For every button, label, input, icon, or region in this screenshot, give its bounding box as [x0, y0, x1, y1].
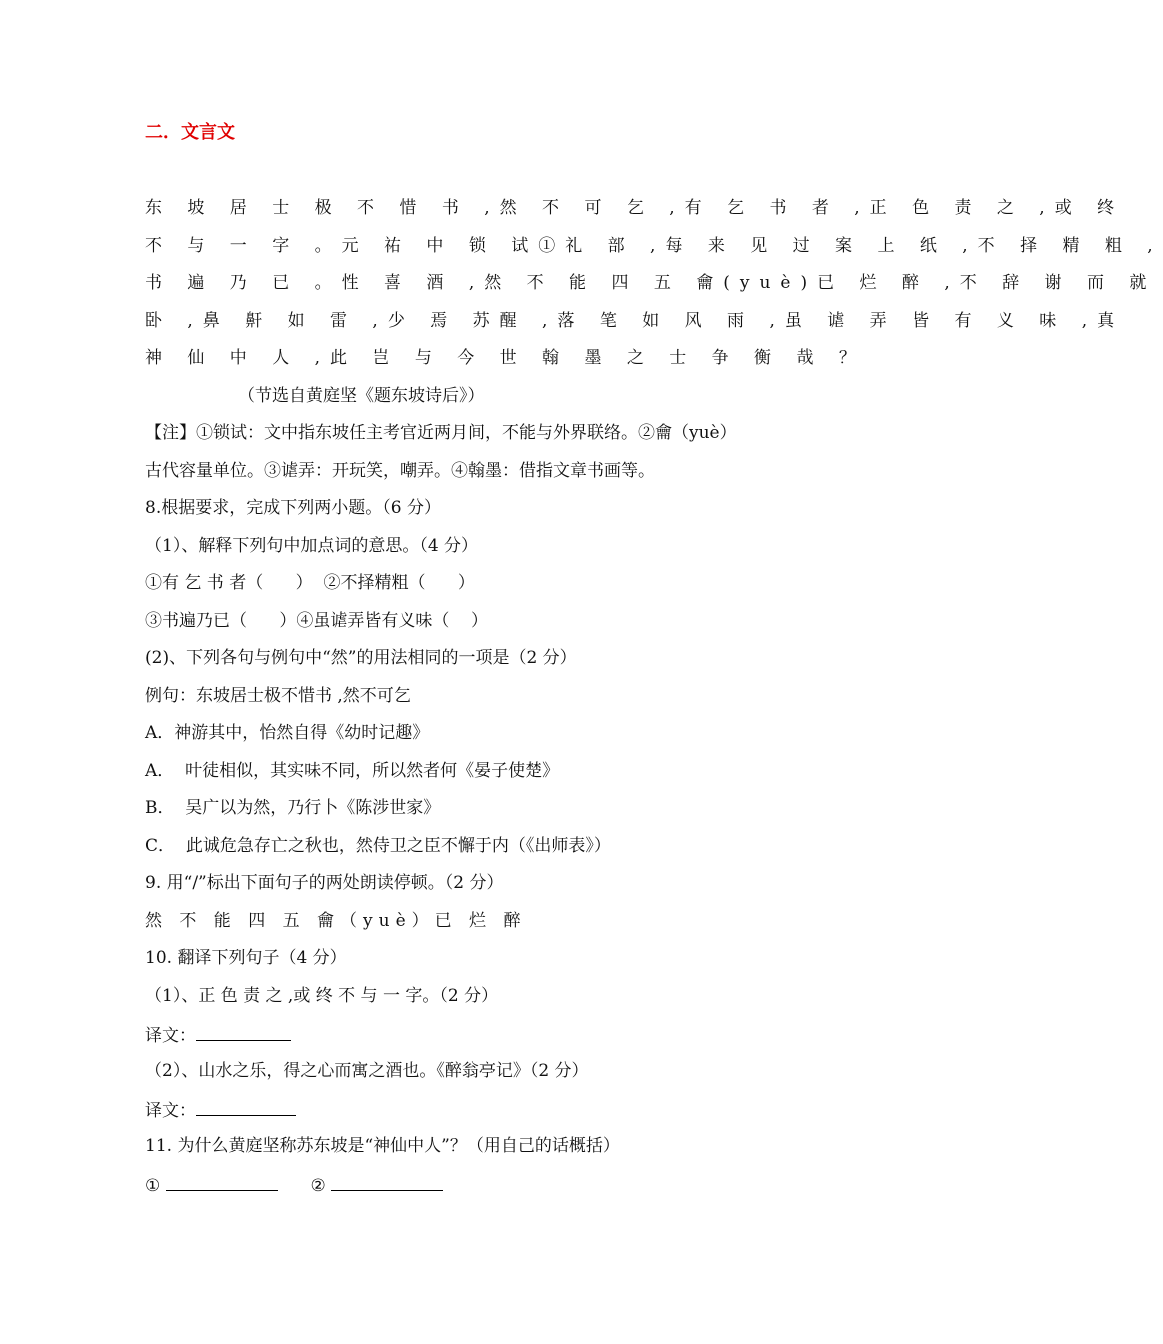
q10-answer-blank-1[interactable]: [196, 1022, 291, 1041]
q8-sub2: (2)、下列各句与例句中“然”的用法相同的一项是（2 分）: [145, 648, 577, 668]
q11-mark-2: ②: [310, 1176, 326, 1196]
q11-title: 11. 为什么黄庭坚称苏东坡是“神仙中人”？（用自己的话概括）: [145, 1136, 620, 1156]
q8-items-row1: ①有 乞 书 者（ ） ②不择精粗（ ）: [145, 573, 475, 593]
passage-line-3: 书 遍 乃 已 。性 喜 酒 ,然 不 能 四 五 龠(yuè)已 烂 醉 ,不 辞 谢 而 就: [145, 273, 1157, 293]
q11-answers: [145, 1172, 443, 1197]
q8-option-4: C． 此诚危急存亡之秋也，然侍卫之臣不懈于内（《出师表》）: [145, 836, 611, 856]
q8-option-3: B． 吴广以为然，乃行卜《陈涉世家》: [145, 798, 441, 818]
q8-example: 例句：东坡居士极不惜书 ,然不可乞: [145, 686, 411, 706]
passage-line-2: 不 与 一 字 。元 祐 中 锁 试①礼 部 ,每 来 见 过 案 上 纸 ,不 择 精 粗 ,: [145, 236, 1163, 256]
passage-source: （节选自黄庭坚《题东坡诗后》）: [238, 386, 485, 406]
passage-line-5: 神 仙 中 人 ,此 岂 与 今 世 翰 墨 之 士 争 衡 哉 ？: [145, 348, 866, 368]
q9-title: 9. 用“/”标出下面句子的两处朗读停顿。（2 分）: [145, 873, 504, 893]
q10-answer-1: [145, 1022, 291, 1047]
q10-label-1: 译文：: [145, 1026, 196, 1046]
section-heading: 二．文言文: [145, 122, 235, 143]
q8-option-2: A． 叶徒相似，其实味不同，所以然者何《晏子使楚》: [145, 761, 560, 781]
q9-sentence: 然 不 能 四 五 龠（yuè）已 烂 醉: [145, 911, 527, 931]
q10-sub2: （2）、山水之乐，得之心而寓之酒也。《醉翁亭记》（2 分）: [145, 1061, 589, 1081]
passage-line-4: 卧 ,鼻 鼾 如 雷 ,少 焉 苏醒 ,落 笔 如 风 雨 ,虽 谑 弄 皆 有 义 味 ,真: [145, 311, 1125, 331]
q8-items-row2: ③书遍乃已（ ）④虽谑弄皆有义味（ ）: [145, 611, 489, 631]
q10-label-2: 译文：: [145, 1101, 196, 1121]
q8-sub1: （1）、解释下列句中加点词的意思。（4 分）: [145, 536, 479, 556]
q10-title: 10. 翻译下列句子（4 分）: [145, 948, 347, 968]
q11-mark-1: ①: [145, 1176, 161, 1196]
q11-answer-blank-2[interactable]: [331, 1172, 443, 1191]
q10-sub1: （1）、正 色 责 之 ,或 终 不 与 一 字。（2 分）: [145, 986, 499, 1006]
notes-line-2: 古代容量单位。③谑弄：开玩笑，嘲弄。④翰墨：借指文章书画等。: [145, 461, 655, 481]
q11-answer-blank-1[interactable]: [166, 1172, 278, 1191]
notes-line-1: 【注】①锁试：文中指东坡任主考官近两月间，不能与外界联络。②龠（yuè）: [145, 423, 737, 443]
q10-answer-blank-2[interactable]: [196, 1097, 296, 1116]
q10-answer-2: [145, 1097, 296, 1122]
q8-title: 8.根据要求，完成下列两小题。（6 分）: [145, 498, 441, 518]
passage-line-1: 东 坡 居 士 极 不 惜 书 ,然 不 可 乞 ,有 乞 书 者 ,正 色 责 之 ,或 终: [145, 198, 1125, 218]
q8-option-1: A．神游其中，怡然自得《幼时记趣》: [145, 723, 430, 743]
